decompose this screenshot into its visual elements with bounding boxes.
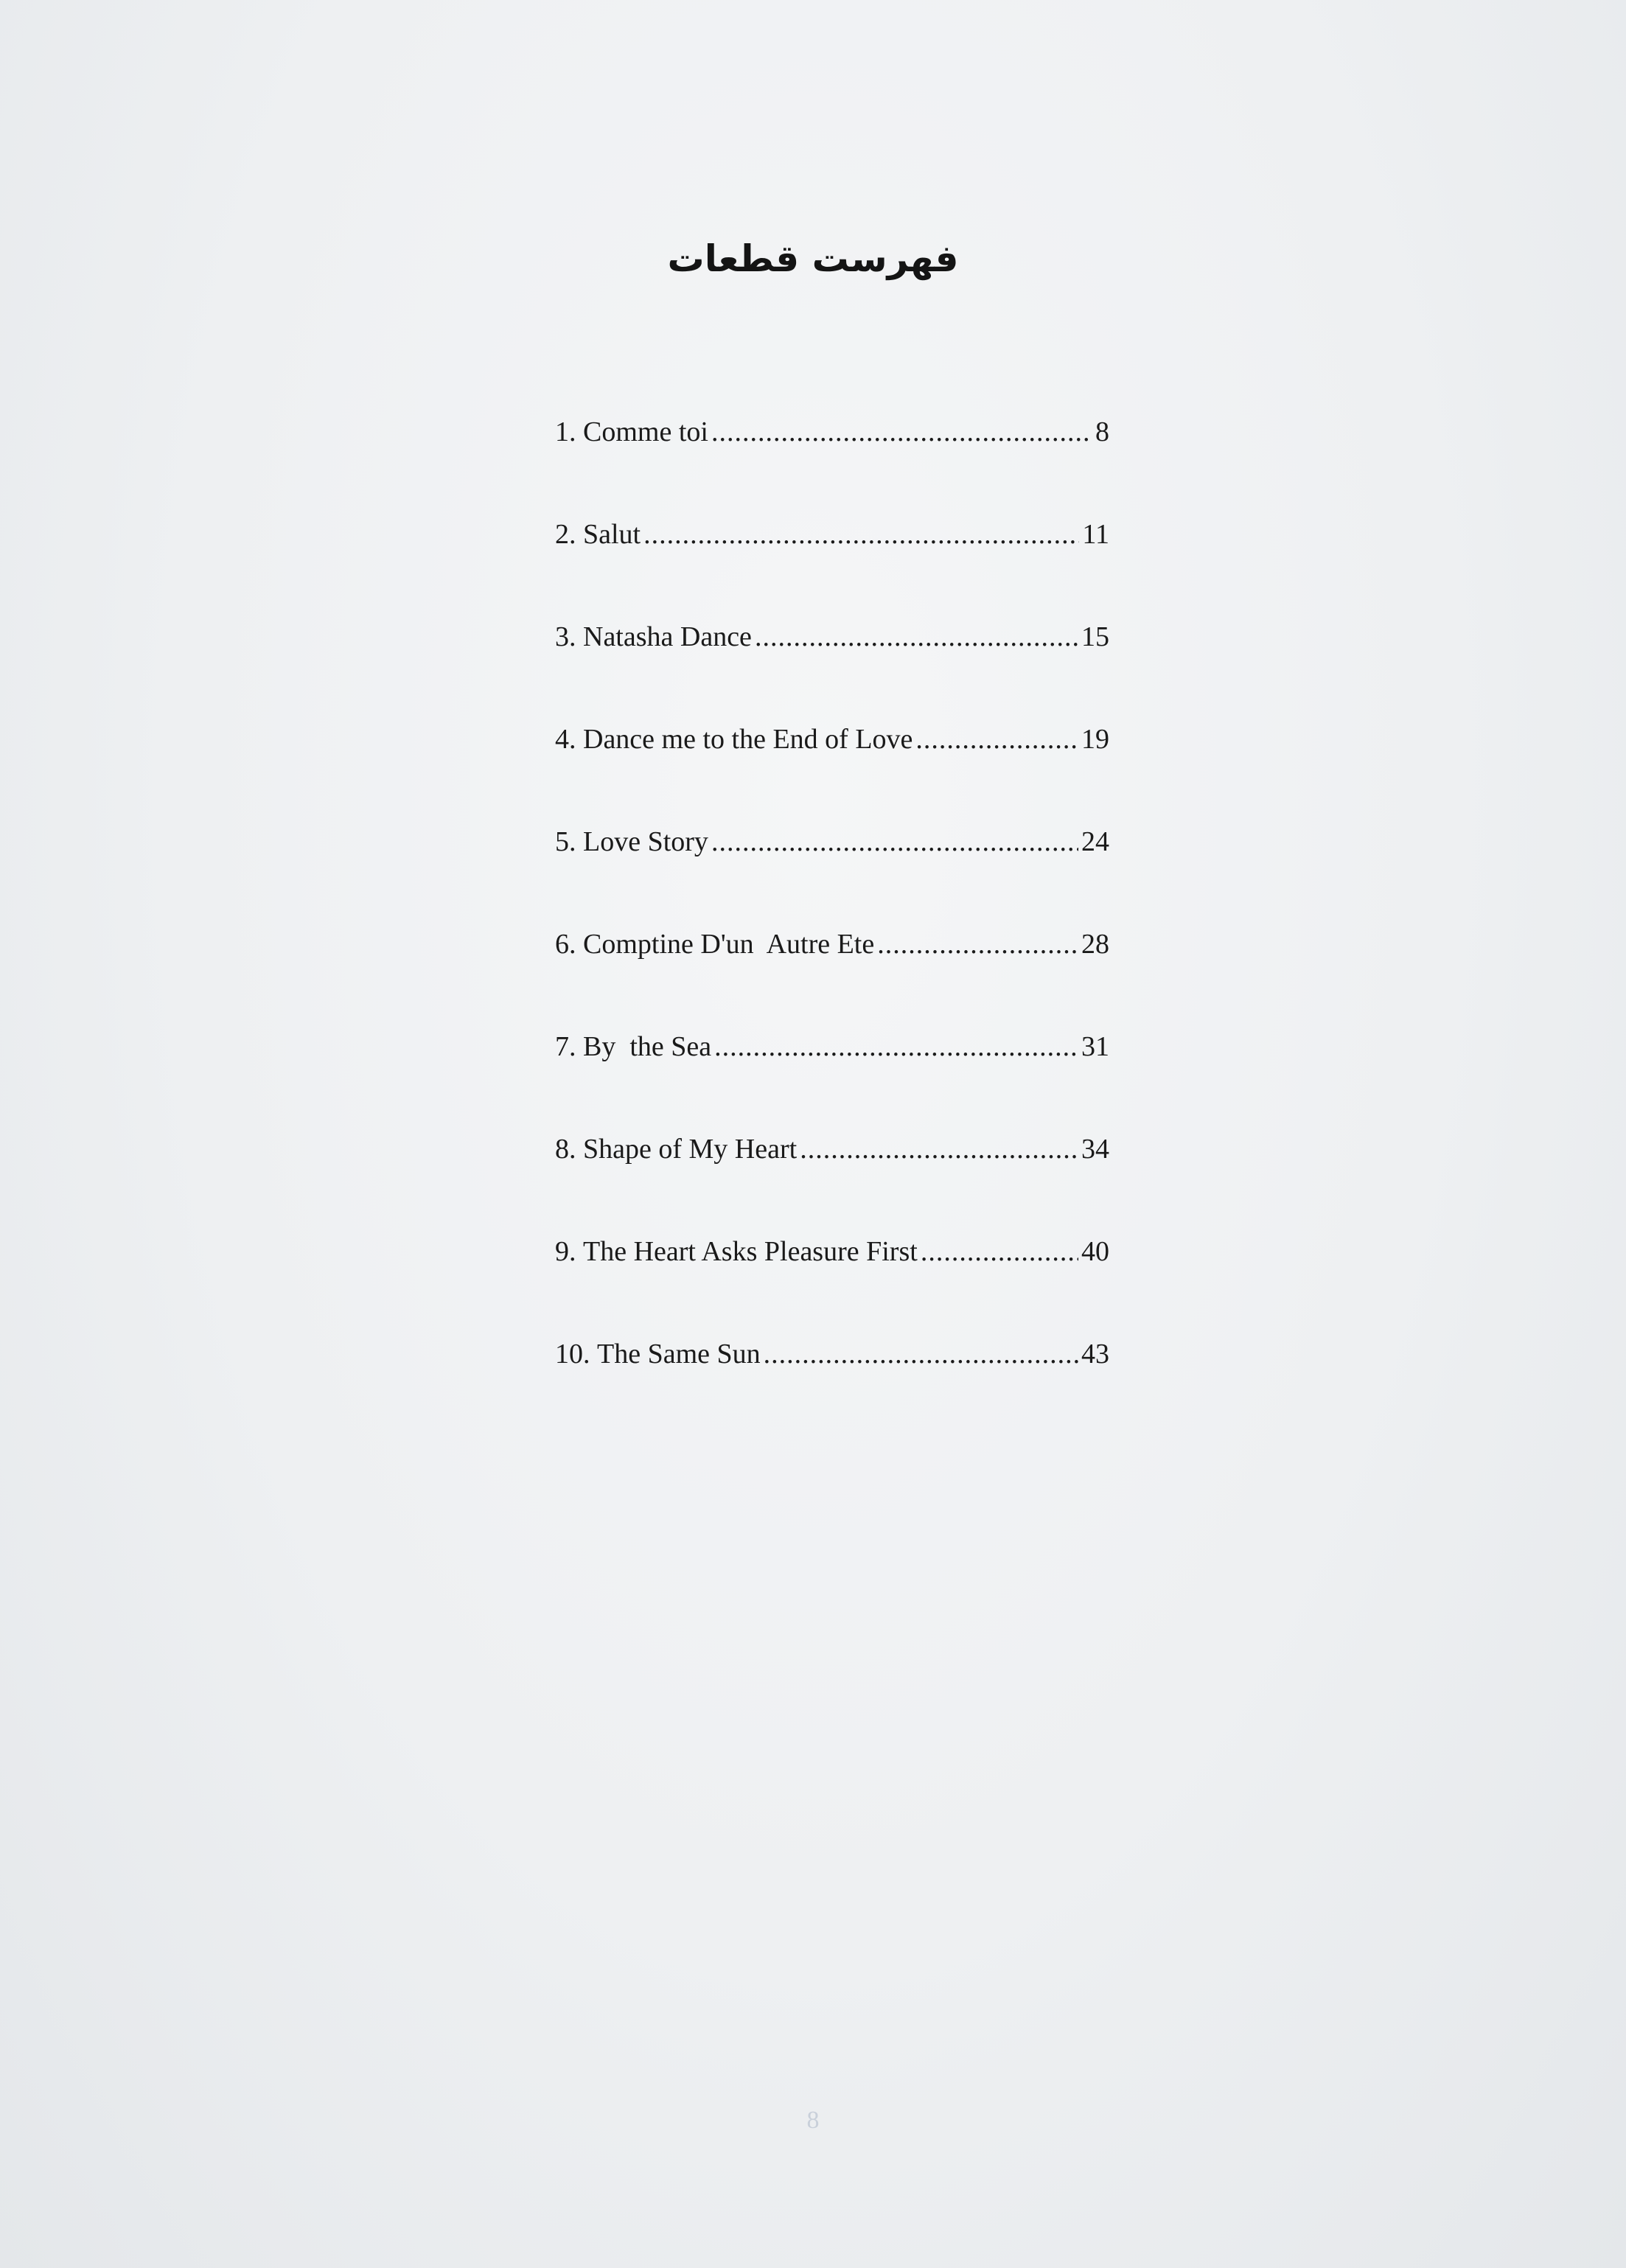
toc-entry-page: 40 [1081,1236,1109,1267]
toc-entry [555,410,1109,512]
toc-entry [555,820,1109,922]
toc-entry-title: Comptine D'un Autre Ete [583,929,875,960]
page-number: 8 [806,2107,820,2134]
toc-entry-page: 31 [1081,1031,1109,1062]
toc-entry [555,512,1109,615]
toc-entry [555,717,1109,820]
dot-leader [711,410,1092,454]
toc-entry-page: 34 [1081,1134,1109,1165]
toc-entry-page: 8 [1095,416,1109,447]
toc-entry-number: 4. [555,724,576,755]
toc-entry [555,1127,1109,1229]
toc-entry-number: 3. [555,621,576,652]
toc-entry-number: 10. [555,1339,590,1369]
toc-entry-number: 6. [555,929,576,960]
toc-entry-page: 11 [1082,519,1109,550]
toc-entry-page: 15 [1081,621,1109,652]
toc-entry [555,1025,1109,1127]
dot-leader [915,717,1078,761]
toc-entry-number: 5. [555,826,576,857]
toc-entry-number: 2. [555,519,576,550]
table-of-contents [555,410,1109,1434]
toc-entry [555,615,1109,717]
toc-entry-page: 28 [1081,929,1109,960]
toc-entry-title: Dance me to the End of Love [583,724,913,755]
toc-entry-title: The Same Sun [597,1339,761,1369]
toc-entry [555,1229,1109,1332]
toc-entry-title: Shape of My Heart [583,1134,798,1165]
dot-leader [877,922,1078,966]
toc-entry-title: By the Sea [583,1031,712,1062]
toc-entry-number: 8. [555,1134,576,1165]
toc-entry-page: 19 [1081,724,1109,755]
toc-entry-title: Salut [583,519,641,550]
toc-entry-title: Love Story [583,826,708,857]
toc-entry [555,922,1109,1025]
toc-entry-page: 43 [1081,1339,1109,1369]
dot-leader [764,1332,1078,1376]
dot-leader [921,1229,1078,1274]
toc-entry-title: Comme toi [583,416,708,447]
toc-entry-number: 7. [555,1031,576,1062]
dot-leader [711,820,1078,864]
dot-leader [643,512,1079,556]
toc-entry-number: 9. [555,1236,576,1267]
dot-leader [714,1025,1078,1069]
toc-entry-number: 1. [555,416,576,447]
toc-entry [555,1332,1109,1434]
dot-leader [800,1127,1078,1171]
toc-entry-page: 24 [1081,826,1109,857]
page-title: فهرست قطعات [667,237,959,280]
toc-entry-title: Natasha Dance [583,621,752,652]
toc-entry-title: The Heart Asks Pleasure First [583,1236,918,1267]
dot-leader [755,615,1078,659]
